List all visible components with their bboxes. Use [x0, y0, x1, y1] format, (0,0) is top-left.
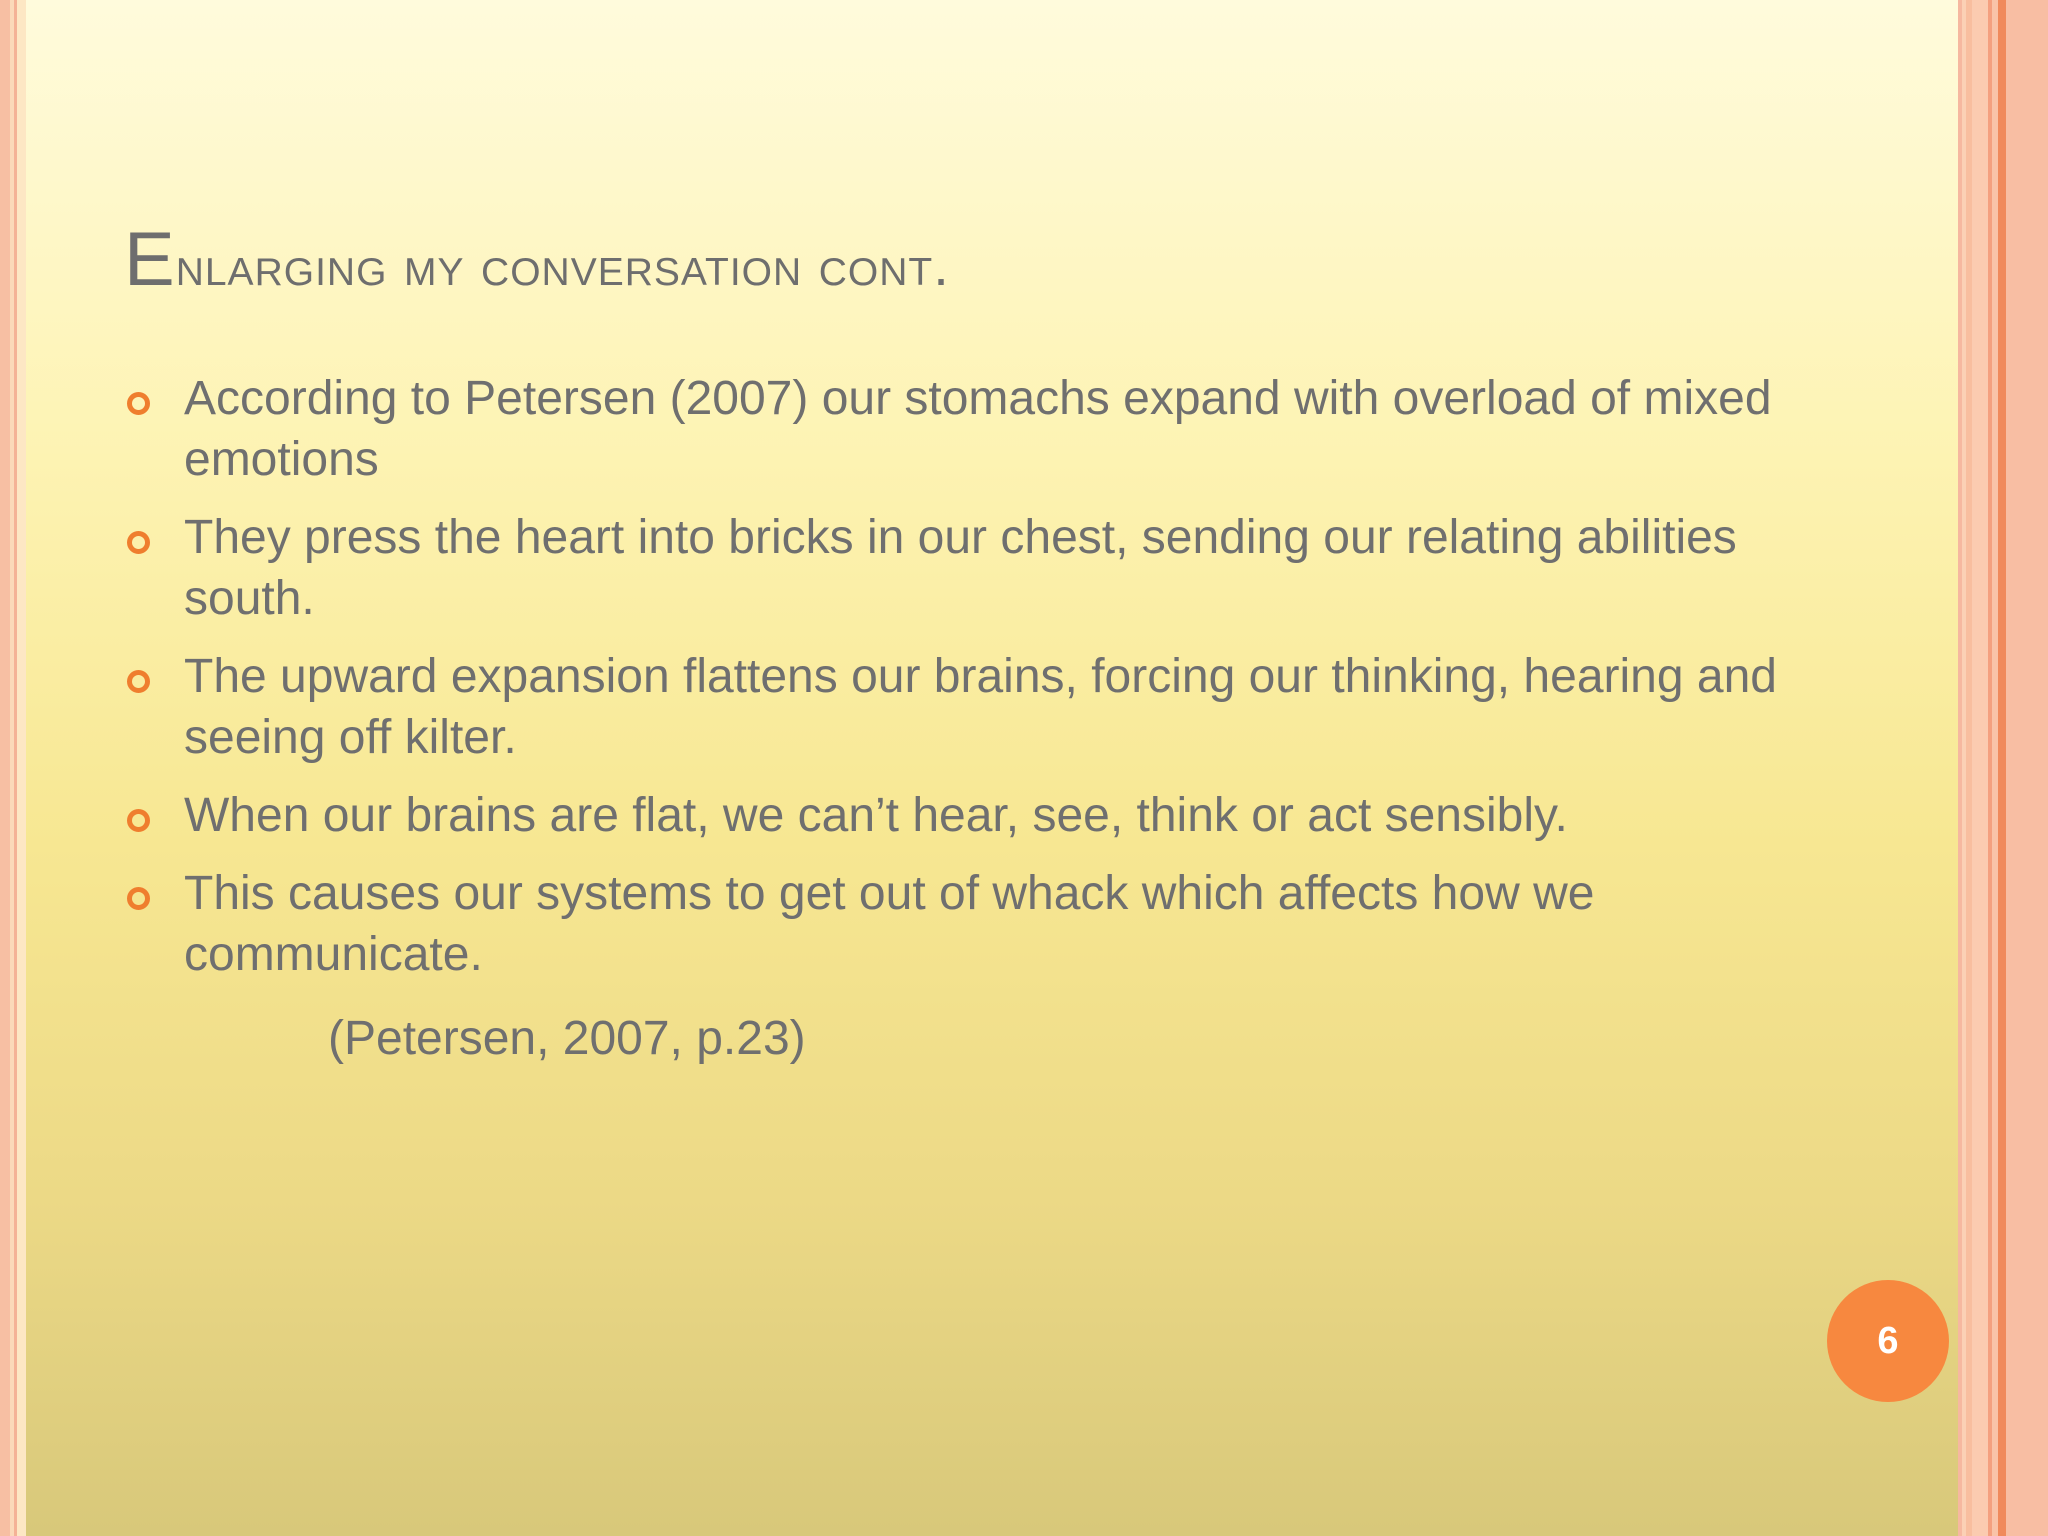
bullet-text: According to Petersen (2007) our stomachs expand with overload of mixed emotions [184, 372, 1772, 486]
bullet-list [124, 368, 1784, 1002]
ring-bullet-icon [127, 809, 150, 832]
title-initial: E [124, 217, 176, 302]
ring-bullet-icon [127, 392, 150, 415]
bullet-text: This causes our systems to get out of whack which affects how we communicate. [184, 867, 1595, 981]
citation: (Petersen, 2007, p.23) [328, 1012, 806, 1065]
bullet-item [124, 646, 1784, 768]
ring-bullet-icon [127, 887, 150, 910]
bullet-item [124, 863, 1784, 985]
page-number: 6 [1877, 1319, 1899, 1362]
right-decorative-band [1958, 0, 2048, 1536]
bullet-text: When our brains are flat, we can’t hear, see, think or act sensibly. [184, 789, 1568, 842]
page-number-badge [1827, 1280, 1949, 1402]
left-decorative-border [0, 0, 26, 1536]
title-text: nlarging my conversation cont. [175, 234, 950, 297]
slide-title [124, 217, 950, 302]
bullet-item [124, 785, 1784, 846]
bullet-text: The upward expansion flattens our brains, forcing our thinking, hearing and seeing off kilter. [184, 650, 1777, 764]
ring-bullet-icon [127, 531, 150, 554]
bullet-item [124, 368, 1784, 490]
bullet-item [124, 507, 1784, 629]
ring-bullet-icon [127, 670, 150, 693]
bullet-text: They press the heart into bricks in our chest, sending our relating abilities south. [184, 511, 1737, 625]
